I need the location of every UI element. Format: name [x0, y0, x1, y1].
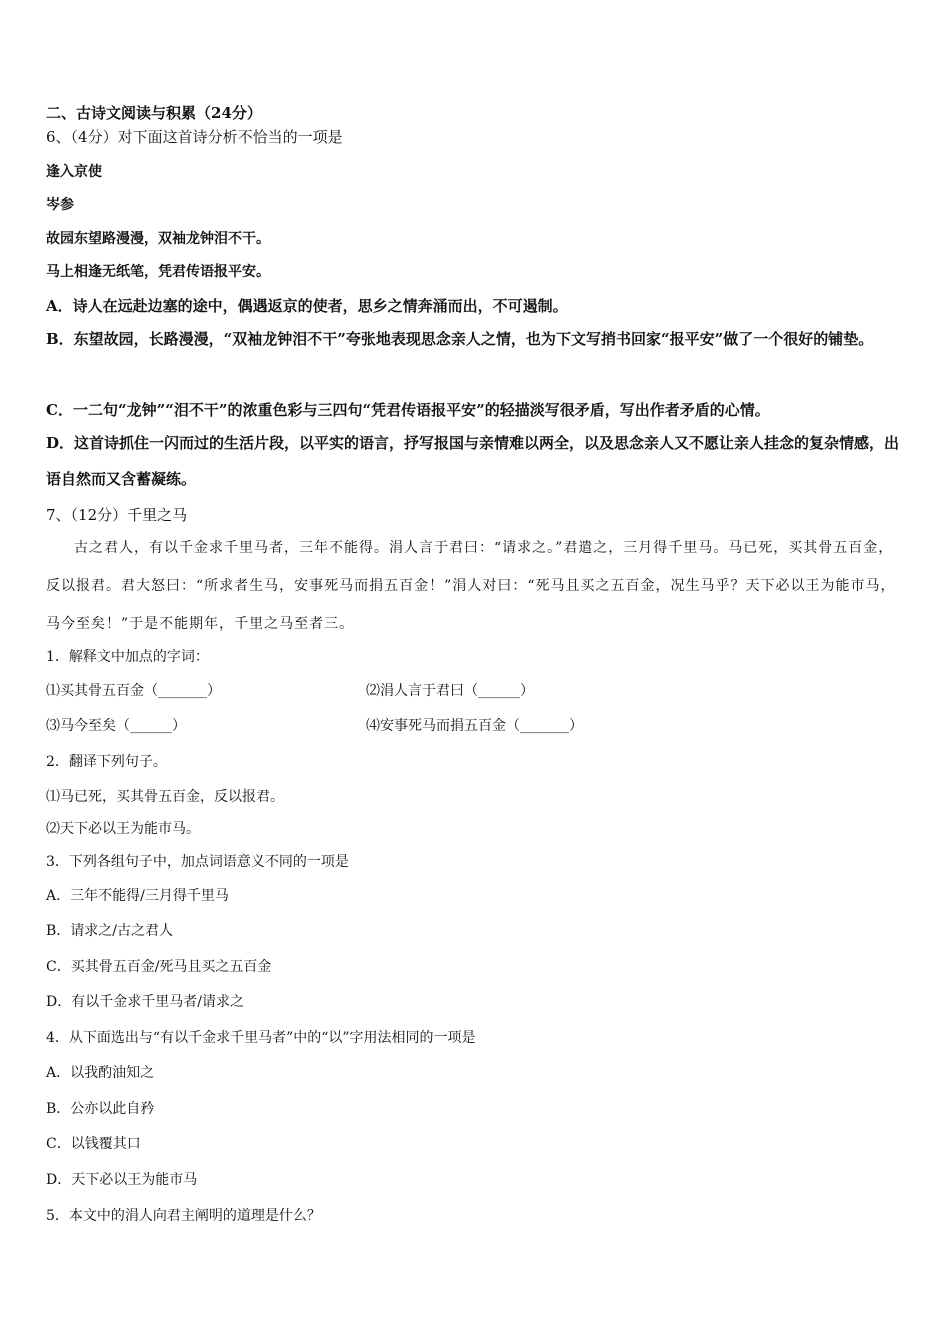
q6-option-b: B．东望故园，长路漫漫，“双袖龙钟泪不干”夸张地表现思念亲人之情，也为下文写捎书回家“报平安”做了一个很好的铺垫。 — [46, 330, 874, 348]
q7-sub2-item1: ⑴马已死，买其骨五百金，反以报君。 — [46, 789, 284, 805]
q7-sub1-item2: ⑵涓人言于君曰（______） — [366, 683, 534, 699]
q7-sub3-option-b: B．请求之/古之君人 — [46, 923, 174, 939]
q6-prompt: 6、（4分）对下面这首诗分析不恰当的一项是 — [46, 128, 343, 146]
q7-sub1-item1: ⑴买其骨五百金（_______） — [46, 683, 221, 699]
q7-sub4-option-b: B．公亦以此自矜 — [46, 1101, 155, 1117]
poem-line-1: 故园东望路漫漫，双袖龙钟泪不干。 — [46, 231, 270, 247]
q7-sub2-item2: ⑵天下必以王为能市马。 — [46, 821, 200, 837]
q7-sub1-item3: ⑶马今至矣（______） — [46, 718, 186, 734]
q7-sub3-option-a: A．三年不能得/三月得千里马 — [46, 888, 229, 904]
q7-sub5-prompt: 5．本文中的涓人向君主阐明的道理是什么？ — [46, 1208, 321, 1224]
q7-sub4-option-a: A．以我酌油知之 — [46, 1065, 155, 1081]
q7-sub4-prompt: 4．从下面选出与“有以千金求千里马者”中的“以”字用法相同的一项是 — [46, 1030, 476, 1046]
q7-sub3-option-d: D．有以千金求千里马者/请求之 — [46, 994, 244, 1010]
q6-option-a: A．诗人在远赴边塞的途中，偶遇返京的使者，思乡之情奔涌而出，不可遏制。 — [46, 297, 568, 315]
q7-sub3-prompt: 3．下列各组句子中，加点词语意义不同的一项是 — [46, 854, 349, 870]
q7-sub4-option-c: C．以钱覆其口 — [46, 1136, 141, 1152]
q7-sub1-item4: ⑷安事死马而捐五百金（_______） — [366, 718, 583, 734]
q7-sub1-prompt: 1．解释文中加点的字词： — [46, 649, 209, 665]
q6-option-d: D．这首诗抓住一闪而过的生活片段，以平实的语言，抒写报国与亲情难以两全，以及思念亲人又不愿让亲人挂念的复杂情感，出语自然而又含蓄凝练。 — [46, 434, 900, 488]
poem-title: 逢入京使 — [46, 164, 102, 180]
poem-author: 岑参 — [46, 197, 74, 213]
q6-option-c: C．一二句“龙钟”“泪不干”的浓重色彩与三四句“凭君传语报平安”的轻描淡写很矛盾，写出作者矛盾的心情。 — [46, 401, 770, 419]
q7-prompt: 7、（12分）千里之马 — [46, 506, 188, 524]
q7-sub4-option-d: D．天下必以王为能市马 — [46, 1172, 198, 1188]
q7-sub3-option-c: C．买其骨五百金/死马且买之五百金 — [46, 959, 272, 975]
q7-passage: 古之君人，有以千金求千里马者，三年不能得。涓人言于君曰：“请求之。”君遣之，三月得千里马。马已死，买其骨五百金，反以报君。君大怒曰：“所求者生马，安事死马而捐五百金！”涓人对曰：“死马且买之五百金，况生马乎？天下必以王为能市马，马今至矣！”于是不能期年，千里之马至者三。 — [46, 540, 896, 632]
q7-sub2-prompt: 2．翻译下列句子。 — [46, 754, 167, 770]
section-title: 二、古诗文阅读与积累（24分） — [46, 104, 262, 122]
poem-line-2: 马上相逢无纸笔，凭君传语报平安。 — [46, 264, 270, 280]
